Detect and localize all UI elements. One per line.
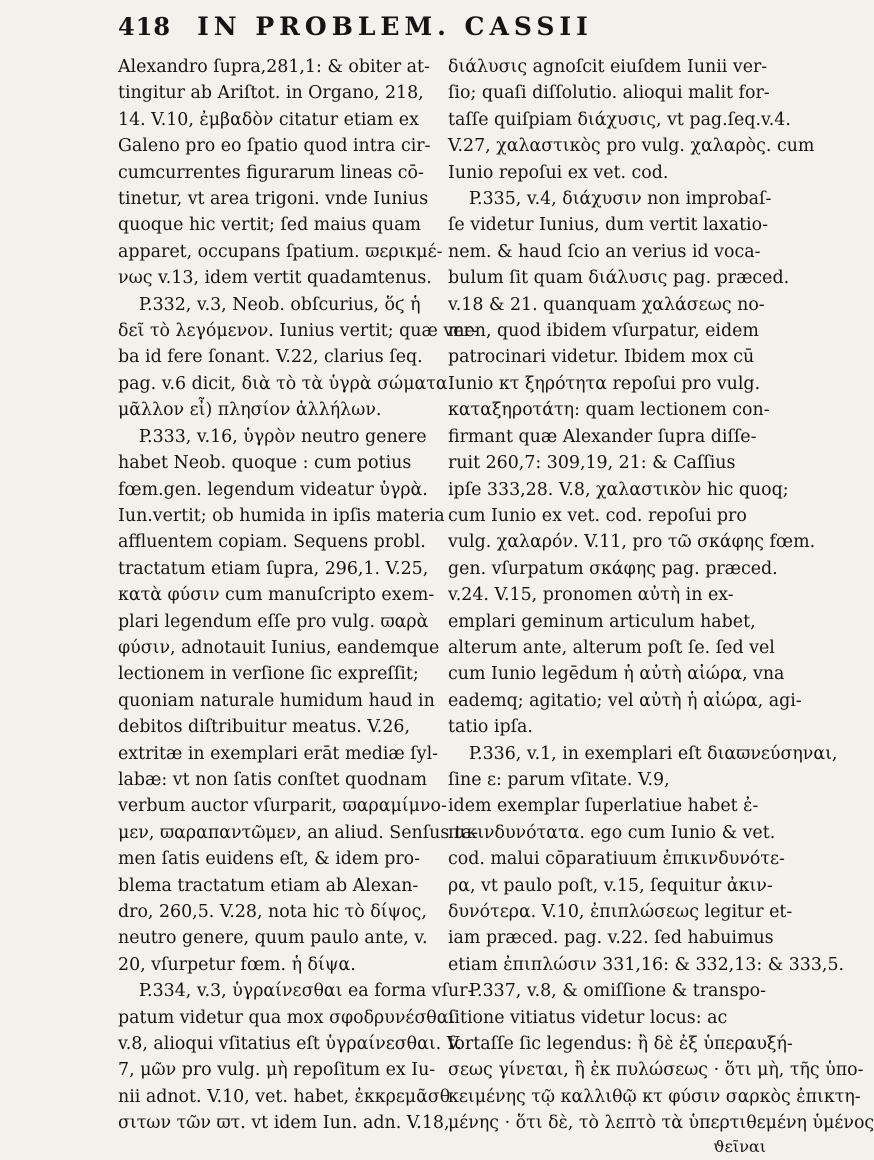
text-line: quoniam naturale humidum haud in xyxy=(118,690,435,711)
text-line: Iunio κτ ξηρότητα repoſui pro vulg. xyxy=(448,373,761,394)
text-line: cod. malui cōparatiuum ἐπικινδυνότε- xyxy=(448,849,785,870)
text-line: σιτων τῶν ϖτ. vt idem Iun. adn. V.18, xyxy=(118,1113,450,1134)
text-line: διάλυσις agnoſcit eiuſdem Iunii ver- xyxy=(448,57,768,77)
text-line: cum Iunio legēdum ἡ αὐτὴ αἰώρα, vna xyxy=(448,664,785,685)
text-line: gen. vſurpatum σκάφης pag. præced. xyxy=(448,558,778,579)
text-line: φύσιν, adnotauit Iunius, eandemque xyxy=(118,637,440,658)
text-line: vulg. χαλαρόν. V.11, pro τῶ σκάφης fœm. xyxy=(448,532,816,553)
text-line: nem. & haud ſcio an verius id voca- xyxy=(448,241,761,262)
text-line: blema tractatum etiam ab Alexan- xyxy=(118,875,419,896)
text-line: v.24. V.15, pronomen αὐτὴ in ex- xyxy=(448,585,734,606)
text-line: σεως γίνεται, ἢ ἐκ πυλώσεως · ὅτι μὴ, τῆς ὑπο- xyxy=(448,1060,864,1081)
text-line: alterum ante, alterum poſt ſe. ſed vel xyxy=(448,637,775,658)
text-line: Iun.vertit; ob humida in ipſis materia xyxy=(118,505,445,526)
text-line: firmant quæ Alexander ſupra diſſe- xyxy=(448,426,757,447)
text-line: taſſe quiſpiam διάχυσις, vt pag.ſeq.v.4. xyxy=(448,109,791,130)
text-line: tractatum etiam ſupra, 296,1. V.25, xyxy=(118,558,429,579)
text-line: patum videtur qua mox σφοδρυνέσθαι xyxy=(118,1007,456,1028)
text-line: cumcurrentes figurarum lineas cō- xyxy=(118,162,424,183)
text-line: bulum ſit quam διάλυσις pag. præced. xyxy=(448,268,790,289)
page-header xyxy=(118,12,766,52)
text-line: 20, vſurpetur fœm. ἡ δίψα. xyxy=(118,954,356,975)
text-line: etiam ἐπιπλώσιν 331,16: & 332,13: & 333,5. xyxy=(448,954,845,975)
page-number: 418 xyxy=(118,12,172,41)
text-line: Iunio repoſui ex vet. cod. xyxy=(448,162,669,183)
text-line: apparet, occupans ſpatium. ϖερικμέ- xyxy=(118,241,443,262)
text-line: ρα, vt paulo poſt, v.15, ſequitur ἀκιν- xyxy=(448,875,773,896)
text-columns xyxy=(118,54,874,1137)
text-line: P.336, v.1, in exemplari eſt διαϖνεύσηναι, xyxy=(468,743,838,764)
text-line: fœm.gen. legendum videatur ὑγρὰ. xyxy=(118,479,428,500)
text-line: δεῖ τὸ λεγόμενον. Iunius vertit; quæ ver- xyxy=(118,321,478,342)
text-line: neutro genere, quum paulo ante, v. xyxy=(118,928,428,949)
text-line: lectionem in verſione ſic expreſſit; xyxy=(118,664,419,685)
text-line: tatio ipſa. xyxy=(448,717,533,738)
text-line: P.332, v.3, Neob. obſcurius, ὅϛ ἡ xyxy=(138,294,421,315)
text-line: P.337, v.8, & omiſſione & transpo- xyxy=(468,981,766,1002)
text-line: κειμένης τῷ καλλιθῷ κτ φύσιν σαρκὸς ἐπικτη- xyxy=(448,1086,861,1107)
text-line: dro, 260,5. V.28, nota hic τὸ δίψος, xyxy=(118,902,427,922)
text-line: extritæ in exemplari erāt mediæ ſyl- xyxy=(118,743,439,764)
text-line: labæ: vt non ſatis conſtet quodnam xyxy=(118,769,427,790)
text-line: 14. V.10, ἐμβαδὸν citatur etiam ex xyxy=(118,109,419,130)
text-line: ſine ε: parum vſitate. V.9, xyxy=(448,769,670,790)
text-line: iam præced. pag. v.22. ſed habuimus xyxy=(448,928,774,949)
text-line: eademq; agitatio; vel αὐτὴ ἡ αἰώρα, agi- xyxy=(448,690,802,711)
text-line: tinetur, vt area trigoni. vnde Iunius xyxy=(118,189,429,210)
text-line: 7, μῶν pro vulg. μὴ repoſitum ex Iu- xyxy=(118,1060,436,1081)
text-line: νως v.13, idem vertit quadamtenus. xyxy=(118,268,432,289)
text-line: pag. v.6 dicit, διὰ τὸ τὰ ὑγρὰ σώματα xyxy=(118,373,448,394)
text-line: tingitur ab Ariſtot. in Organo, 218, xyxy=(118,83,424,104)
text-line: P.334, v.3, ὑγραίνεσθαι ea forma vſur- xyxy=(138,981,474,1002)
text-line: patrocinari videtur. Ibidem mox cū xyxy=(448,347,755,368)
right-column xyxy=(448,54,874,1137)
text-line: affluentem copiam. Sequens probl. xyxy=(118,532,426,553)
text-line: quoque hic vertit; ſed maius quam xyxy=(118,215,421,236)
catchword: ϑεῖναι xyxy=(713,1136,766,1156)
text-line: debitos diſtribuitur meatus. V.26, xyxy=(118,717,410,738)
text-line: idem exemplar ſuperlatiue habet ἐ- xyxy=(448,796,759,817)
text-line: Alexandro ſupra,281,1: & obiter at- xyxy=(118,57,430,77)
text-line: verbum auctor vſurparit, ϖαραμίμνο- xyxy=(118,796,447,817)
text-line: ruit 260,7: 309,19, 21: & Caſſius xyxy=(448,453,736,474)
text-line: ſitione vitiatus videtur locus: ac xyxy=(448,1007,728,1028)
text-line: nii adnot. V.10, vet. habet, ἐκκρεμᾶσθ xyxy=(118,1086,451,1107)
text-line: habet Neob. quoque : cum potius xyxy=(118,453,412,474)
text-line: καταξηροτάτη: quam lectionem con- xyxy=(448,400,770,421)
text-line: μᾶλλον εἶ) πλησίον ἀλλήλων. xyxy=(118,400,382,421)
text-line: Galeno pro eo ſpatio quod intra cir- xyxy=(118,136,431,157)
text-line: ſio; quaſi diſſolutio. alioqui malit for- xyxy=(448,83,770,104)
text-line: v.8, alioqui vſitatius eſt ὑγραίνεσθαι. V. xyxy=(118,1034,462,1055)
text-line: plari legendum eſſe pro vulg. ϖαρὰ xyxy=(118,611,429,632)
text-line: P.335, v.4, διάχυσιν non improbaſ- xyxy=(468,189,772,210)
text-line: emplari geminum articulum habet, xyxy=(448,611,756,632)
running-head: IN PROBLEM. CASSII xyxy=(197,12,593,41)
text-line: δυνότερα. V.10, ἐπιπλώσεως legitur et- xyxy=(448,902,793,922)
text-line: ſe videtur Iunius, dum vertit laxatio- xyxy=(448,215,768,236)
text-line: cum Iunio ex vet. cod. repoſui pro xyxy=(448,505,747,526)
text-line: κατὰ φύσιν cum manuſcripto exem- xyxy=(118,585,435,606)
left-column xyxy=(118,54,479,1137)
text-line: ba id fere ſonant. V.22, clarius ſeq. xyxy=(118,347,423,368)
text-line: v.18 & 21. quanquam χαλάσεως no- xyxy=(448,294,765,315)
text-line: V.27, χαλαστικὸς pro vulg. χαλαρὸς. cum xyxy=(448,136,815,157)
text-line: πικινδυνότατα. ego cum Iunio & vet. xyxy=(448,822,776,843)
text-line: μένης · ὅτι δὲ, τὸ λεπτὸ τὰ ὑπερτιθεμένη ὑμένος xyxy=(448,1113,874,1134)
text-line: ipſe 333,28. V.8, χαλαστικὸν hic quoq; xyxy=(448,479,789,500)
text-line: men, quod ibidem vſurpatur, eidem xyxy=(448,321,759,342)
text-line: μεν, ϖαραπαντῶμεν, an aliud. Senſus ta- xyxy=(118,822,479,843)
text-line: fortaſſe ſic legendus: ἢ δὲ ἐξ ὑπεραυξή- xyxy=(448,1034,793,1055)
text-line: P.333, v.16, ὑγρὸν neutro genere xyxy=(138,426,427,447)
text-line: men ſatis euidens eſt, & idem pro- xyxy=(118,849,421,870)
